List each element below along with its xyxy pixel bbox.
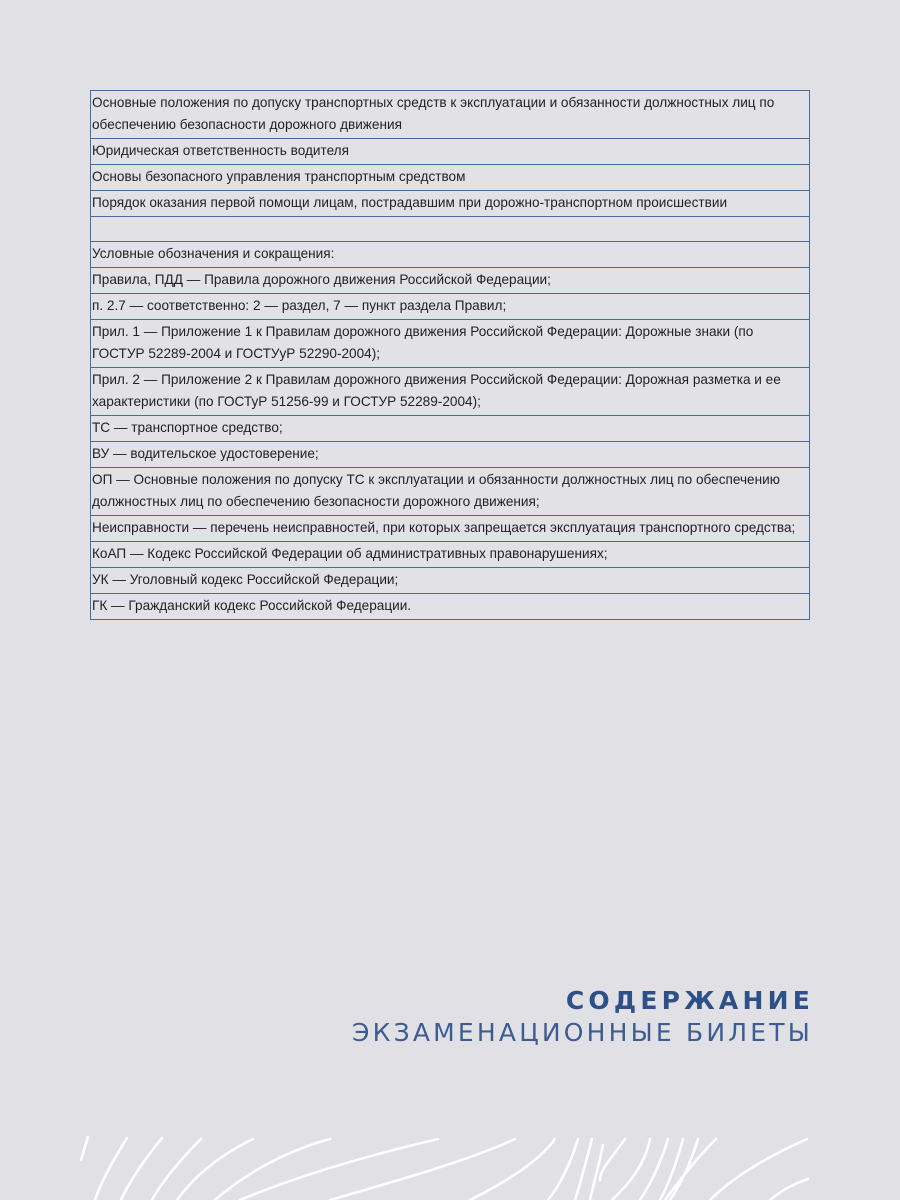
table-cell: Основы безопасного управления транспортным средством [91,165,810,191]
table-cell: ОП — Основные положения по допуску ТС к эксплуатации и обязанности должностных лиц по обеспечению должностных лиц по обеспечению безопасности дорожного движения; [91,468,810,516]
wave-line [575,1139,592,1200]
table-row [91,368,810,416]
table-cell: Прил. 1 — Приложение 1 к Правилам дорожного движения Российской Федерации: Дорожные знаки (по ГОСТУР 52289-2004 и ГОСТУуР 52290-2004); [91,320,810,368]
table-row [91,294,810,320]
table-cell: Основные положения по допуску транспортных средств к эксплуатации и обязанности должностных лиц по обеспечению безопасности дорожного движения [91,91,810,139]
table-cell [91,217,810,242]
table-cell: Порядок оказания первой помощи лицам, пострадавшим при дорожно-транспортном происшествии [91,191,810,217]
table-row [91,139,810,165]
wave-line [177,1139,253,1200]
heading-title: СОДЕРЖАНИЕ [565,986,814,1015]
table-row [91,568,810,594]
table-row [91,242,810,268]
contents-table [90,90,810,620]
table-row [91,91,810,139]
wave-line [95,1138,127,1200]
wave-line [470,1139,555,1200]
wave-line [770,1179,808,1200]
table-cell: ГК — Гражданский кодекс Российской Федерации. [91,594,810,620]
table-row [91,165,810,191]
wave-line [81,1137,88,1160]
table-row [91,516,810,542]
table-row [91,320,810,368]
table-row [91,268,810,294]
table-cell: Правила, ПДД — Правила дорожного движения Российской Федерации; [91,268,810,294]
wave-line [710,1139,807,1200]
table-row [91,542,810,568]
wave-line [215,1139,330,1200]
table-row [91,191,810,217]
table-cell: Неисправности — перечень неисправностей, при которых запрещается эксплуатация транспортного средства; [91,516,810,542]
table-row [91,416,810,442]
table-cell: УК — Уголовный кодекс Российской Федерации; [91,568,810,594]
heading-subtitle: ЭКЗАМЕНАЦИОННЫЕ БИЛЕТЫ [352,1018,813,1047]
table-cell: п. 2.7 — соответственно: 2 — раздел, 7 — пункт раздела Правил; [91,294,810,320]
wave-line [152,1139,201,1200]
table-row [91,442,810,468]
table-row-empty [91,217,810,242]
table-row [91,594,810,620]
decorative-wave-lines [0,1120,900,1200]
table-cell: ВУ — водительское удостоверение; [91,442,810,468]
section-heading [352,985,814,1049]
table-cell: ТС — транспортное средство; [91,416,810,442]
table-cell: Условные обозначения и сокращения: [91,242,810,268]
table-cell: Юридическая ответственность водителя [91,139,810,165]
wave-line [548,1139,578,1200]
table-cell: КоАП — Кодекс Российской Федерации об административных правонарушениях; [91,542,810,568]
wave-line [240,1139,438,1200]
table-cell: Прил. 2 — Приложение 2 к Правилам дорожного движения Российской Федерации: Дорожная разметка и ее характеристики (по ГОСТуР 51256-99 и ГОСТУР 52289-2004); [91,368,810,416]
table-row [91,468,810,516]
wave-line [121,1138,162,1200]
